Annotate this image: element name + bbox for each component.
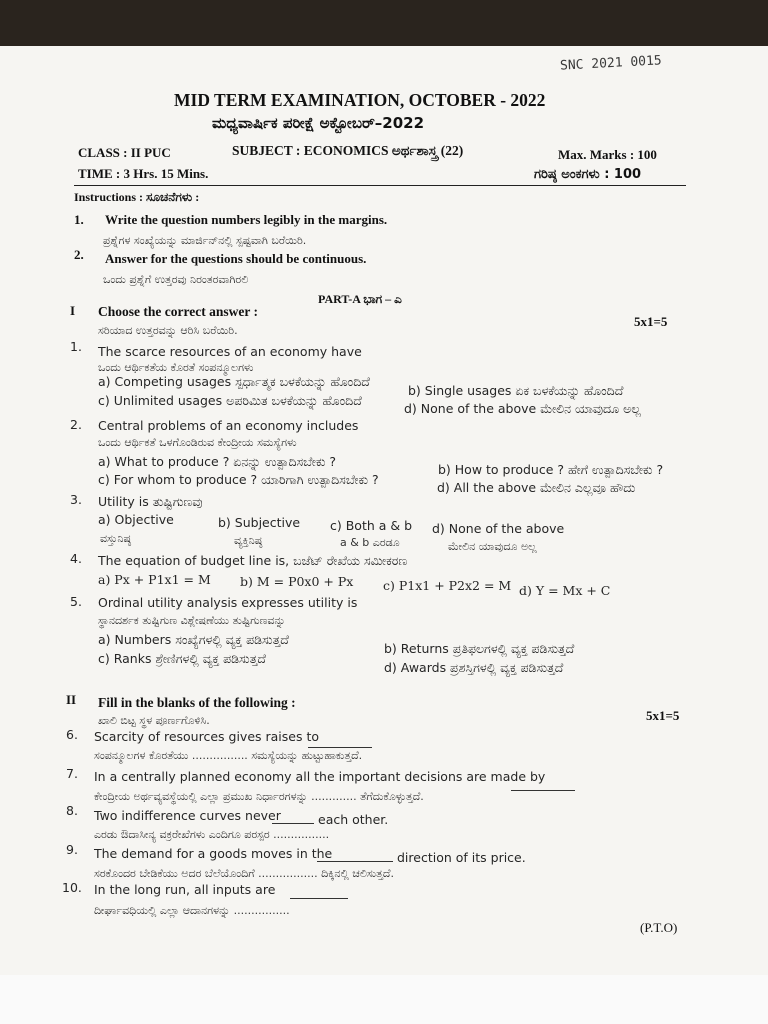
instructions-heading: Instructions : ಸೂಚನೆಗಳು : <box>74 190 200 204</box>
question-text: The demand for a goods moves in the <box>94 846 333 861</box>
max-marks-kannada: ಗರಿಷ್ಠ ಅಂಕಗಳು : 100 <box>534 167 642 182</box>
question-text-continued: each other. <box>318 812 389 827</box>
option-d: d) None of the above <box>432 521 565 536</box>
option-b: b) How to produce ? ಹೇಗೆ ಉತ್ಪಾದಿಸಬೇಕು ? <box>438 462 664 477</box>
question-text: Ordinal utility analysis expresses utility is <box>98 595 358 610</box>
max-marks: Max. Marks : 100 <box>558 147 657 162</box>
question-text-kannada: ಸಂಪನ್ಮೂಲಗಳ ಕೊರತೆಯು ................ ಸಮಸ್ಯೆಯನ್ನು ಹುಟ್ಟುಹಾಕುತ್ತದೆ. <box>94 749 363 762</box>
section-title: Choose the correct answer : <box>98 304 258 319</box>
question-text-kannada: ಎರಡು ಔದಾಸೀನ್ಯ ವಕ್ರರೇಖೆಗಳು ಎಂದಿಗೂ ಪರಸ್ಪರ ................ <box>94 828 330 841</box>
option-a: a) What to produce ? ಏನನ್ನು ಉತ್ಪಾದಿಸಬೇಕು ? <box>98 454 337 469</box>
option-d: d) None of the above ಮೇಲಿನ ಯಾವುದೂ ಅಲ್ಲ <box>404 401 641 416</box>
section-marks: 5x1=5 <box>646 708 680 723</box>
option-c: c) For whom to produce ? ಯಾರಿಗಾಗಿ ಉತ್ಪಾದಿಸಬೇಕು ? <box>98 472 379 487</box>
question-number: 7. <box>66 766 78 781</box>
question-number: 8. <box>66 803 78 818</box>
subject-label: SUBJECT : ECONOMICS ಅರ್ಥಶಾಸ್ತ್ರ (22) <box>232 143 464 158</box>
instruction-text-kannada: ಒಂದು ಪ್ರಶ್ನೆಗೆ ಉತ್ತರವು ನಿರಂತರವಾಗಿರಲಿ <box>103 273 249 286</box>
question-text-continued: direction of its price. <box>397 850 526 865</box>
instruction-text: Write the question numbers legibly in the margins. <box>105 212 388 227</box>
option-c: c) Ranks ಶ್ರೇಣಿಗಳಲ್ಲಿ ವ್ಯಕ್ತ ಪಡಿಸುತ್ತದೆ <box>98 651 266 666</box>
page-turn-note: (P.T.O) <box>640 920 678 935</box>
instruction-number: 2. <box>74 247 84 262</box>
answer-blank <box>308 737 372 748</box>
question-text: Central problems of an economy includes <box>98 418 359 433</box>
question-text-kannada: ಒಂದು ಆರ್ಥಿಕತೆಯ ಕೊರತೆ ಸಂಪನ್ಮೂಲಗಳು <box>98 361 254 374</box>
option-b: b) Subjective <box>218 515 301 530</box>
exam-title-kannada: ಮಧ್ಯವಾರ್ಷಿಕ ಪರೀಕ್ಷೆ ಅಕ್ಟೋಬರ್–2022 <box>212 114 425 132</box>
option-a: a) Numbers ಸಂಖ್ಯೆಗಳಲ್ಲಿ ವ್ಯಕ್ತ ಪಡಿಸುತ್ತದೆ <box>98 632 289 647</box>
option-d: d) All the above ಮೇಲಿನ ಎಲ್ಲವೂ ಹೌದು <box>437 480 636 495</box>
option-a: a) Competing usages ಸ್ಪರ್ಧಾತ್ಮಕ ಬಳಕೆಯನ್ನು ಹೊಂದಿದೆ <box>98 374 370 389</box>
section-number: I <box>70 303 76 318</box>
question-text: The scarce resources of an economy have <box>98 344 362 359</box>
option-a: a) Px + P1x1 = M <box>98 572 211 587</box>
question-number: 6. <box>66 727 78 742</box>
section-title: Fill in the blanks of the following : <box>98 695 296 710</box>
answer-blank <box>272 813 314 824</box>
option-b-kannada: ವ್ಯಕ್ತಿನಿಷ್ಠ <box>234 534 263 547</box>
option-c: c) Unlimited usages ಅಪರಿಮಿತ ಬಳಕೆಯನ್ನು ಹೊಂದಿದೆ <box>98 393 362 408</box>
option-a-kannada: ವಸ್ತುನಿಷ್ಠ <box>100 532 131 545</box>
class-label: CLASS : II PUC <box>78 145 171 160</box>
option-b: b) Returns ಪ್ರತಿಫಲಗಳಲ್ಲಿ ವ್ಯಕ್ತ ಪಡಿಸುತ್ತದೆ <box>384 641 575 656</box>
question-text-kannada: ದೀರ್ಘಾವಧಿಯಲ್ಲಿ ಎಲ್ಲಾ ಆದಾನಗಳನ್ನು ................ <box>94 904 290 917</box>
question-number: 4. <box>70 551 82 566</box>
question-text-kannada: ಸ್ಥಾನದರ್ಶಕ ತುಷ್ಟಿಗುಣ ವಿಶ್ಲೇಷಣೆಯು ತುಷ್ಟಿಗುಣವನ್ನು <box>98 614 286 627</box>
question-number: 5. <box>70 594 82 609</box>
question-text: Utility is ತುಷ್ಟಿಗುಣವು <box>98 494 203 509</box>
option-c: c) P1x1 + P2x2 = M <box>383 578 512 593</box>
question-text-kannada: ಒಂದು ಆರ್ಥಿಕತೆ ಒಳಗೊಂಡಿರುವ ಕೇಂದ್ರೀಯ ಸಮಸ್ಯೆಗಳು <box>98 436 297 449</box>
question-number: 1. <box>70 339 82 354</box>
answer-blank <box>290 888 348 899</box>
instruction-number: 1. <box>74 212 84 227</box>
section-title-kannada: ಖಾಲಿ ಬಿಟ್ಟ ಸ್ಥಳ ಪೂರ್ಣಗೊಳಿಸಿ. <box>98 714 210 727</box>
instruction-text-kannada: ಪ್ರಶ್ನೆಗಳ ಸಂಖ್ಯೆಯನ್ನು ಮಾರ್ಜಿನ್‌ನಲ್ಲಿ ಸ್ಪಷ್ಟವಾಗಿ ಬರೆಯಿರಿ. <box>103 234 307 247</box>
part-a-heading: PART-A ಭಾಗ – ಎ <box>318 292 402 306</box>
question-text: Two indifference curves never <box>94 808 281 823</box>
question-text: Scarcity of resources gives raises to <box>94 729 320 744</box>
option-b: b) Single usages ಏಕ ಬಳಕೆಯನ್ನು ಹೊಂದಿದೆ <box>408 383 624 398</box>
handwritten-serial: SNC 2021 0015 <box>559 53 663 74</box>
option-b: b) M = P0x0 + Px <box>240 574 354 589</box>
question-number: 10. <box>62 880 82 895</box>
exam-title: MID TERM EXAMINATION, OCTOBER - 2022 <box>174 90 546 110</box>
option-d: d) Awards ಪ್ರಶಸ್ತಿಗಳಲ್ಲಿ ವ್ಯಕ್ತ ಪಡಿಸುತ್ತದೆ <box>384 660 564 675</box>
scan-border-top <box>0 0 768 48</box>
time-label: TIME : 3 Hrs. 15 Mins. <box>78 166 209 181</box>
option-d: d) Y = Mx + C <box>519 583 611 598</box>
option-c-kannada: a & b ಎರಡೂ <box>340 536 400 549</box>
question-number: 2. <box>70 417 82 432</box>
instruction-text: Answer for the questions should be continuous. <box>105 251 367 266</box>
question-number: 3. <box>70 492 82 507</box>
answer-blank <box>317 851 393 862</box>
question-text: In the long run, all inputs are <box>94 882 276 897</box>
option-a: a) Objective <box>98 512 174 527</box>
option-c: c) Both a & b <box>330 518 413 533</box>
question-text: The equation of budget line is, ಬಜೆಟ್ ರೇಖೆಯ ಸಮೀಕರಣ <box>98 553 408 568</box>
section-number: II <box>66 692 77 707</box>
question-text-kannada: ಸರಕೊಂದರ ಬೇಡಿಕೆಯು ಅದರ ಬೆಲೆಯೊಂದಿಗೆ ................. ದಿಕ್ಕಿನಲ್ಲಿ ಚಲಿಸುತ್ತದೆ. <box>94 867 394 880</box>
header-divider <box>74 185 686 186</box>
question-number: 9. <box>66 842 78 857</box>
answer-blank <box>511 780 575 791</box>
section-marks: 5x1=5 <box>634 314 668 329</box>
scan-border-bottom <box>0 975 768 1024</box>
question-text-kannada: ಕೇಂದ್ರೀಯ ಅರ್ಥವ್ಯವಸ್ಥೆಯಲ್ಲಿ ಎಲ್ಲಾ ಪ್ರಮುಖ ನಿರ್ಧಾರಗಳನ್ನು ............. ತೆಗೆದುಕೊಳ್ಳುತ್ತದೆ. <box>94 790 424 803</box>
question-text: In a centrally planned economy all the important decisions are made by <box>94 769 546 784</box>
section-title-kannada: ಸರಿಯಾದ ಉತ್ತರವನ್ನು ಆರಿಸಿ ಬರೆಯಿರಿ. <box>98 324 238 337</box>
option-d-kannada: ಮೇಲಿನ ಯಾವುದೂ ಅಲ್ಲ <box>448 540 537 553</box>
